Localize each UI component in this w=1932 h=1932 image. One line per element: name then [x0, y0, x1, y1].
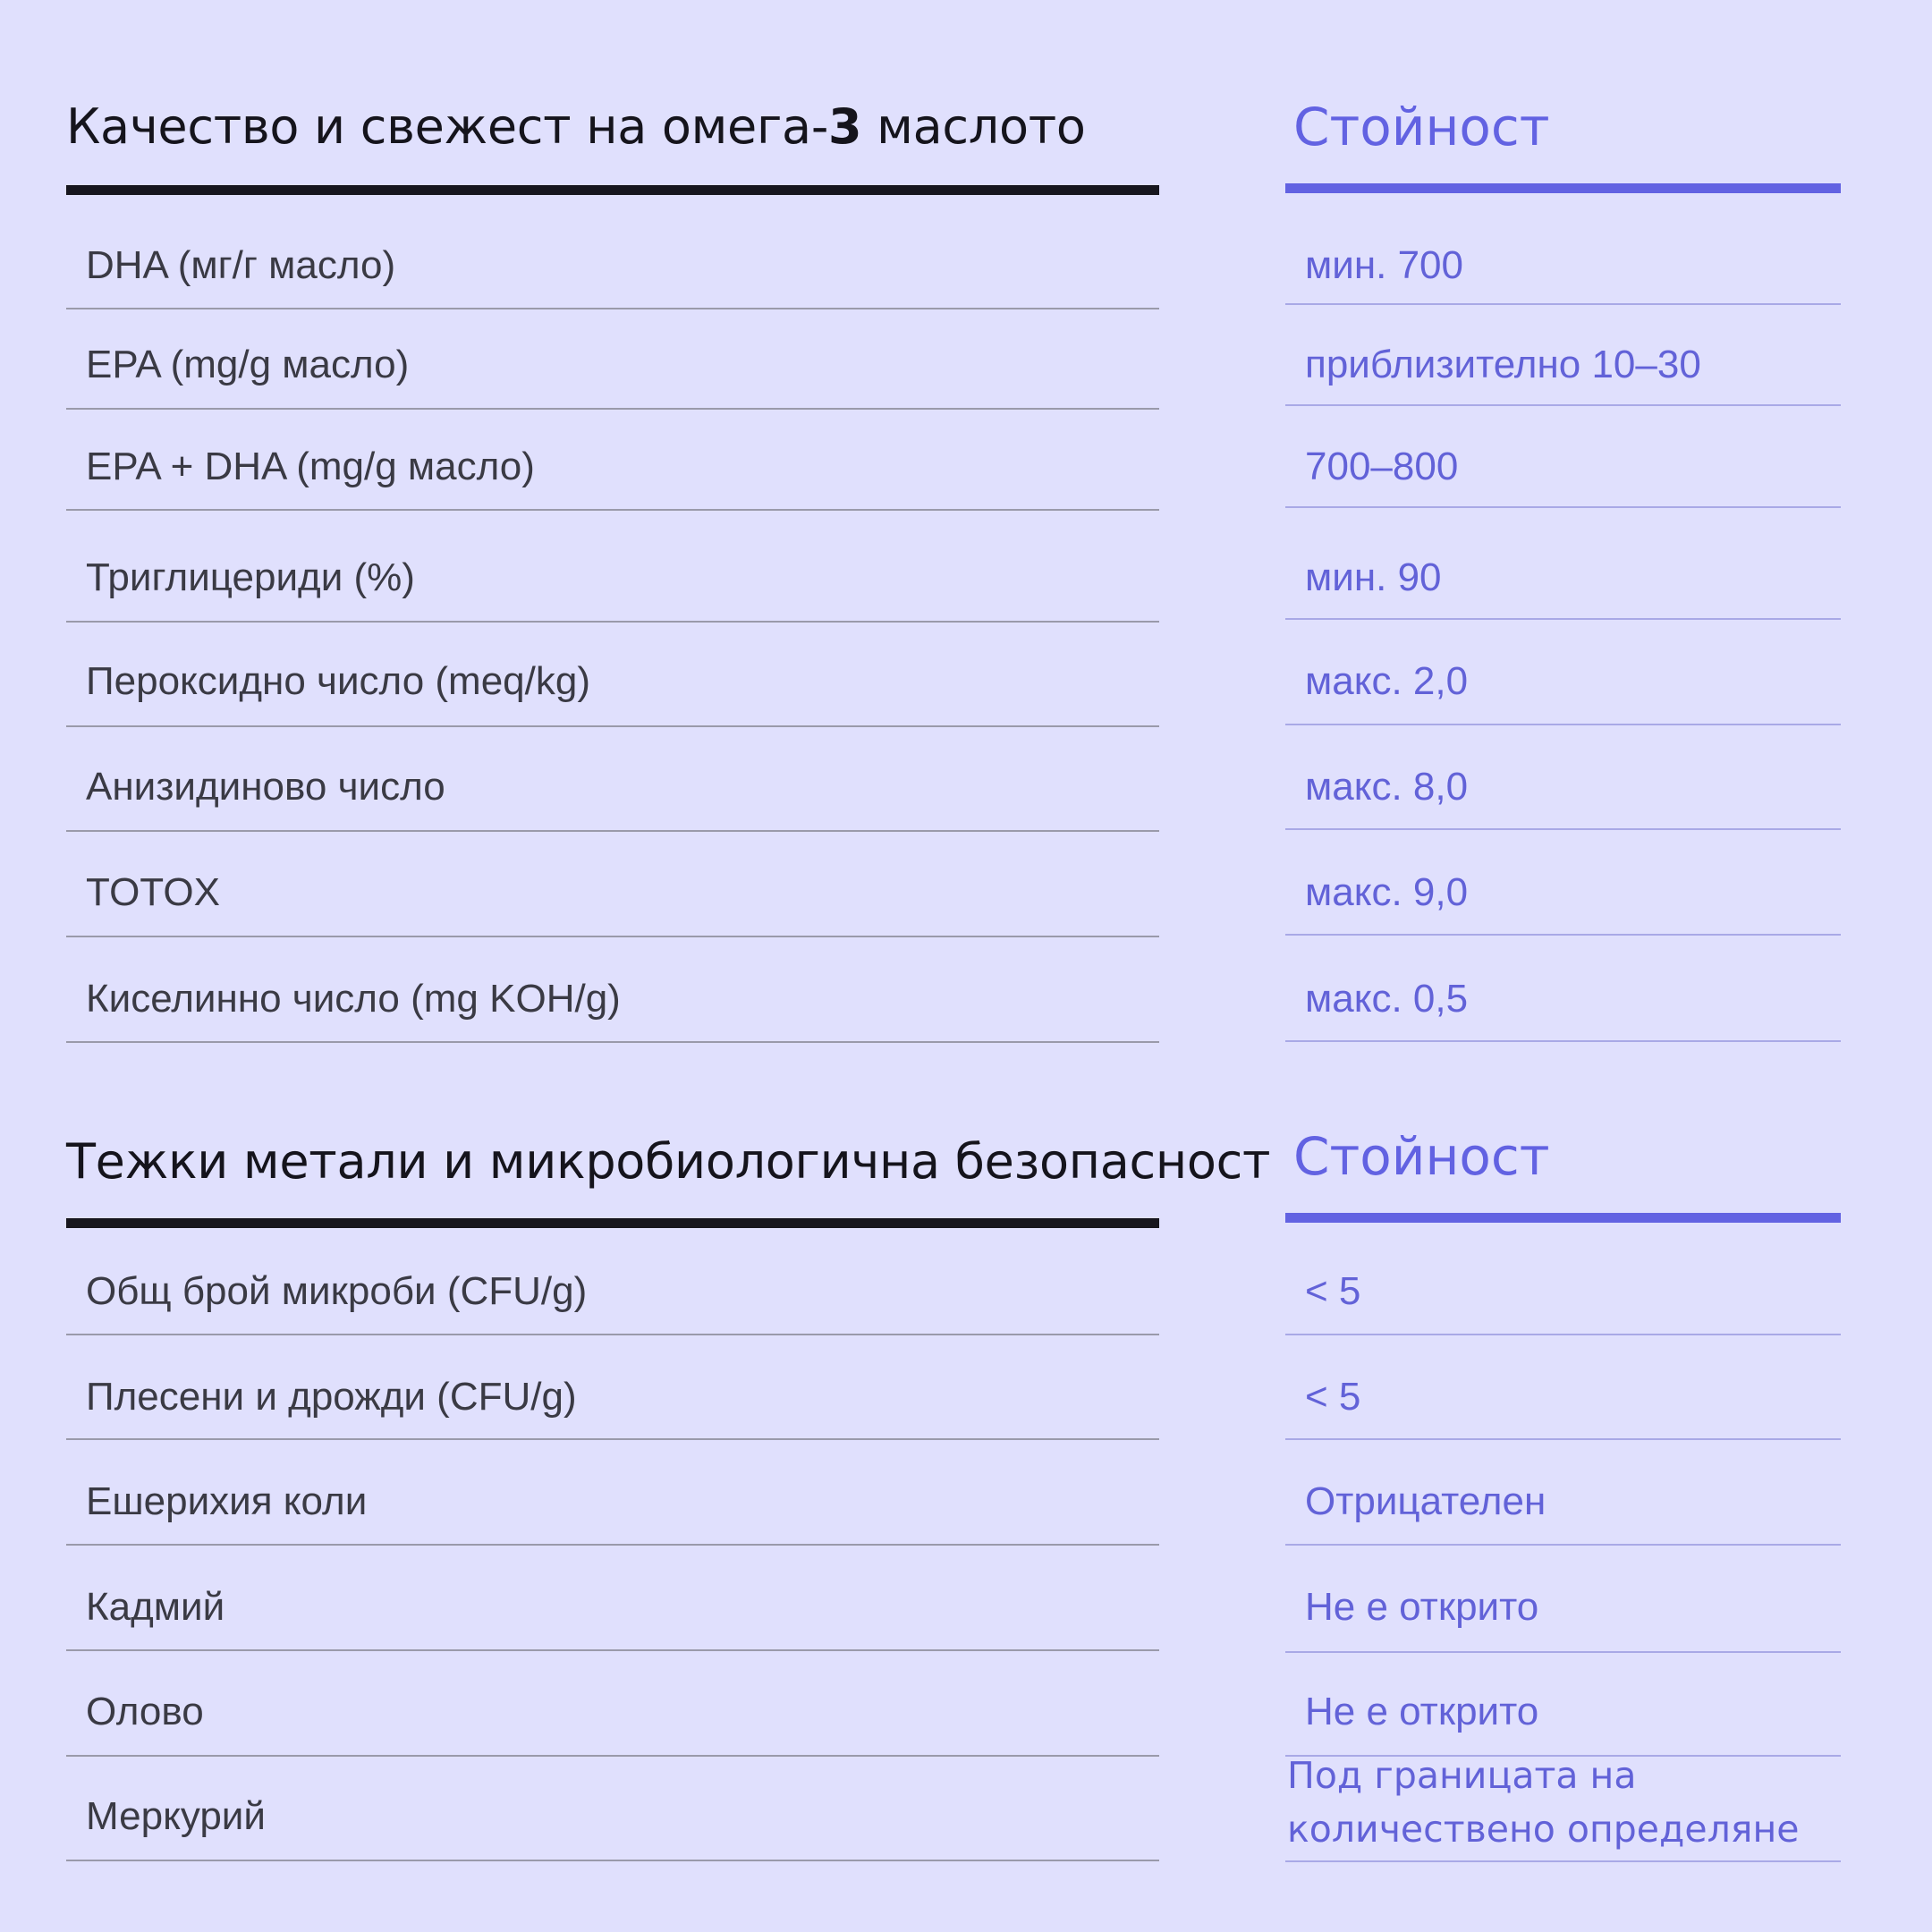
parameter-label: Меркурий: [86, 1794, 266, 1838]
parameter-label: Триглицериди (%): [86, 555, 415, 599]
parameter-value: макс. 0,5: [1305, 977, 1469, 1021]
section-title-suffix: маслото: [861, 98, 1086, 155]
value-row-divider: [1285, 1860, 1841, 1862]
parameter-label: Пероксидно число (meq/kg): [86, 659, 590, 703]
row-divider: [66, 1649, 1159, 1651]
section-title-number: 3: [828, 98, 862, 155]
parameter-value: Под границата на количествено определяне: [1287, 1754, 1800, 1851]
parameter-value: 700–800: [1305, 445, 1459, 488]
value-row-divider: [1285, 404, 1841, 406]
section-title: [66, 98, 1086, 155]
parameter-value: < 5: [1305, 1375, 1361, 1419]
row-divider: [66, 308, 1159, 309]
value-row-divider: [1285, 934, 1841, 936]
parameter-label: Олово: [86, 1690, 204, 1733]
parameter-value: макс. 2,0: [1305, 659, 1469, 703]
parameter-value: Не е открито: [1305, 1585, 1539, 1629]
parameter-label: Киселинно число (mg KOH/g): [86, 977, 621, 1021]
value-header-divider: [1285, 183, 1841, 193]
parameter-label: Плесени и дрожди (CFU/g): [86, 1375, 577, 1419]
heading-divider: [66, 1218, 1159, 1228]
parameter-value: мин. 90: [1305, 555, 1442, 599]
parameter-label: Анизидиново число: [86, 765, 445, 809]
parameter-value: Не е открито: [1305, 1690, 1539, 1733]
parameter-value: приблизително 10–30: [1305, 343, 1701, 386]
value-row-divider: [1285, 1040, 1841, 1042]
value-row-divider: [1285, 303, 1841, 305]
row-divider: [66, 1544, 1159, 1546]
row-divider: [66, 408, 1159, 410]
parameter-label: EPA + DHA (mg/g масло): [86, 445, 535, 488]
value-column-header: Стойност: [1293, 97, 1550, 157]
row-divider: [66, 509, 1159, 511]
row-divider: [66, 936, 1159, 937]
row-divider: [66, 1755, 1159, 1757]
section-title-prefix: Качество и свежест на омега-: [66, 98, 829, 155]
value-row-divider: [1285, 1651, 1841, 1653]
row-divider: [66, 1334, 1159, 1335]
parameter-label: TOTOX: [86, 870, 220, 914]
heading-divider: [66, 185, 1159, 195]
row-divider: [66, 725, 1159, 727]
value-column-header: Стойност: [1293, 1126, 1550, 1187]
parameter-label: DHA (мг/г масло): [86, 243, 396, 287]
parameter-value: < 5: [1305, 1269, 1361, 1313]
parameter-value: макс. 9,0: [1305, 870, 1469, 914]
section-title: Тежки метали и микробиологична безопасност: [66, 1133, 1271, 1190]
parameter-value: мин. 700: [1305, 243, 1463, 287]
value-row-divider: [1285, 1438, 1841, 1440]
parameter-value: макс. 8,0: [1305, 765, 1469, 809]
row-divider: [66, 830, 1159, 832]
parameter-label: Кадмий: [86, 1585, 225, 1629]
parameter-label: Общ брой микроби (CFU/g): [86, 1269, 588, 1313]
parameter-label: Ешерихия коли: [86, 1479, 368, 1523]
value-row-divider: [1285, 724, 1841, 725]
value-row-divider: [1285, 1544, 1841, 1546]
row-divider: [66, 621, 1159, 623]
parameter-value: Отрицателен: [1305, 1479, 1546, 1523]
value-row-divider: [1285, 1334, 1841, 1335]
row-divider: [66, 1860, 1159, 1861]
row-divider: [66, 1438, 1159, 1440]
row-divider: [66, 1041, 1159, 1043]
value-header-divider: [1285, 1213, 1841, 1223]
value-row-divider: [1285, 506, 1841, 508]
value-row-divider: [1285, 618, 1841, 620]
value-row-divider: [1285, 828, 1841, 830]
parameter-label: EPA (mg/g масло): [86, 343, 410, 386]
